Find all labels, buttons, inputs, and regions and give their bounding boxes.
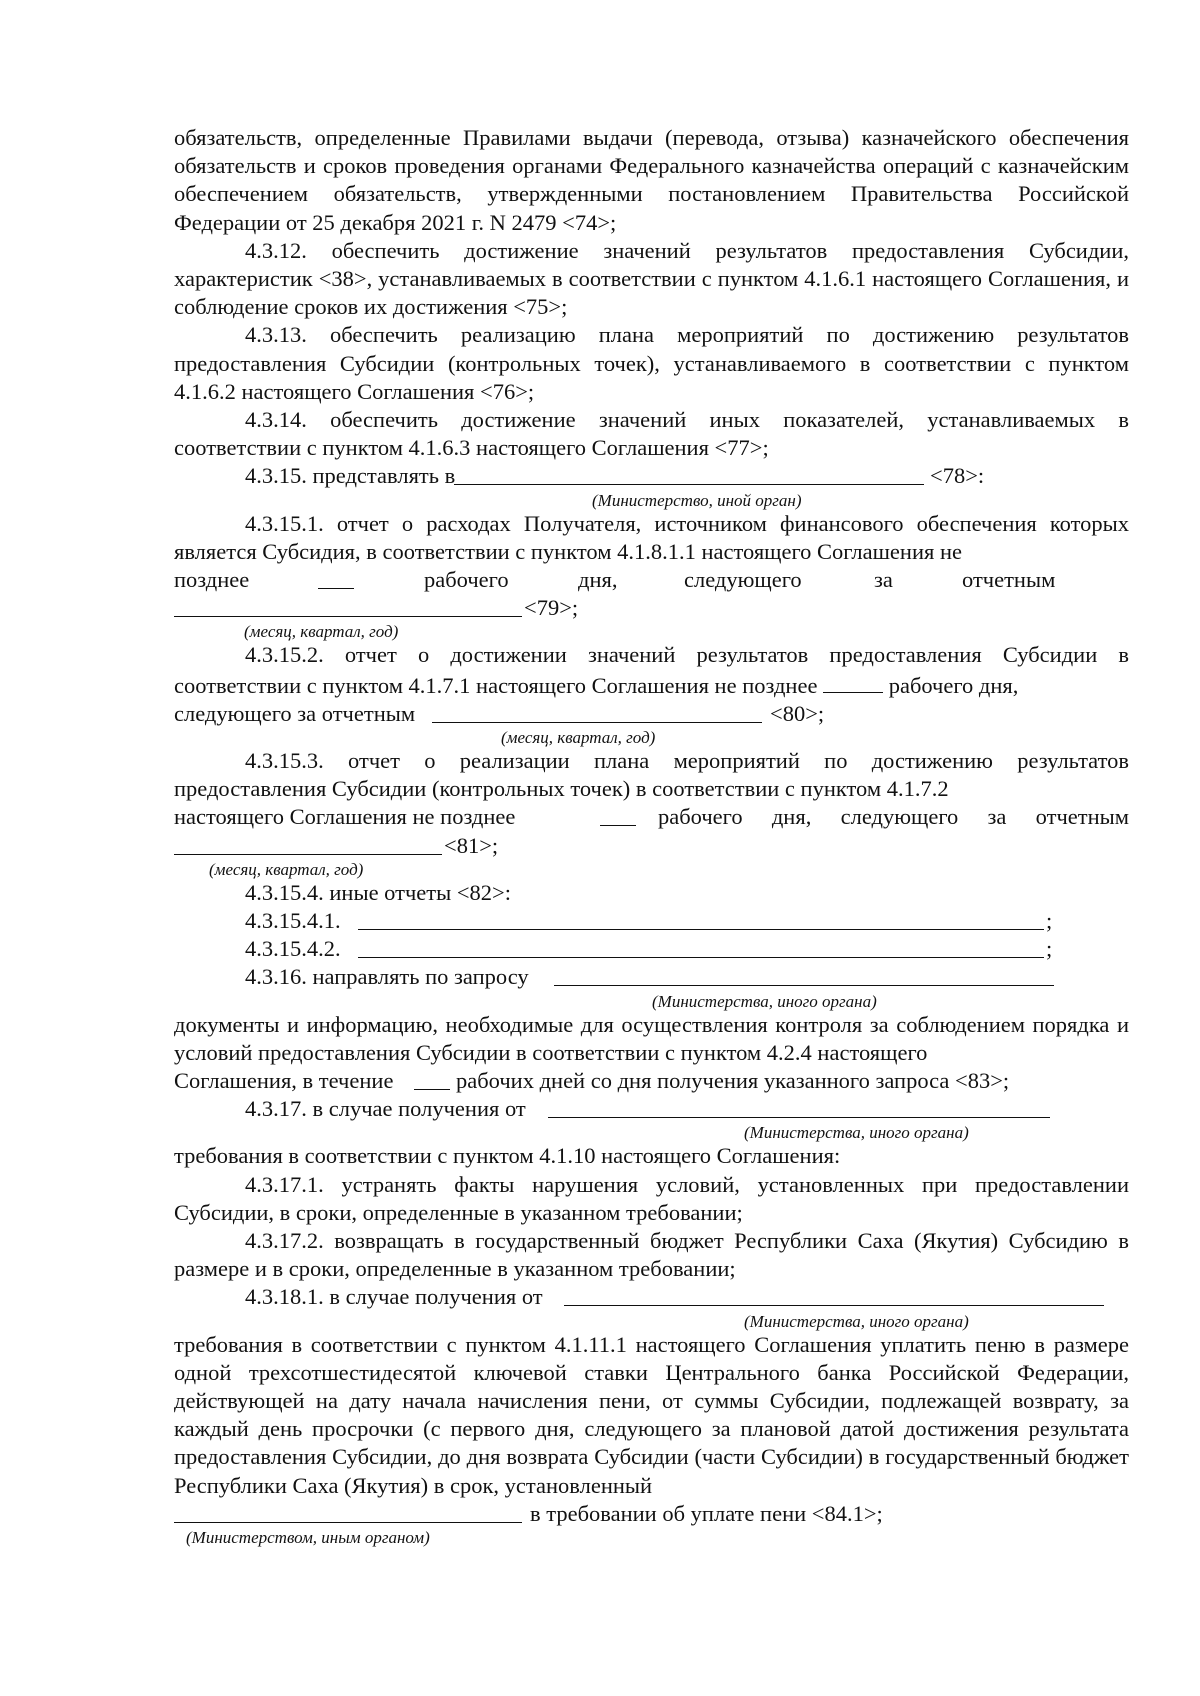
clause-4-3-13: 4.3.13. обеспечить реализацию плана мероприятий по достижению результатов предоставления Субсидии (контрольных точек), устанавливаемого в соответствии с пунктом 4.1.6.2 настоящего Соглашения <76>; bbox=[174, 322, 1129, 404]
caption-period bbox=[174, 860, 1129, 879]
document-page bbox=[174, 124, 1129, 1547]
caption-ministry bbox=[174, 992, 1129, 1011]
clause-4-3-15-4-2 bbox=[174, 935, 1129, 963]
clause-4-3-15 bbox=[174, 462, 1129, 490]
caption-text: (Министерства, иного органа) bbox=[744, 1311, 969, 1331]
clause-4-3-16 bbox=[174, 963, 1129, 991]
caption-ministry-instrumental bbox=[174, 1528, 1129, 1547]
clause-4-3-16-last bbox=[174, 1067, 1129, 1095]
clause-4-3-15-2 bbox=[174, 641, 1129, 699]
prefix: следующего за отчетным bbox=[174, 700, 416, 726]
clause-4-3-15-suffix: <78>: bbox=[930, 463, 985, 489]
word: позднее bbox=[174, 567, 250, 593]
caption-text: (месяц, квартал, год) bbox=[209, 859, 364, 879]
blank-field bbox=[454, 462, 924, 485]
caption-text: (Министерство, иной орган) bbox=[592, 490, 802, 510]
suffix: <81>; bbox=[444, 832, 499, 858]
blank-field bbox=[823, 670, 883, 693]
suffix: <79>; bbox=[524, 595, 579, 621]
clause-4-3-17-text: требования в соответствии с пунктом 4.1.10 настоящего Соглашения: bbox=[174, 1143, 841, 1169]
caption-period bbox=[174, 622, 1129, 641]
suffix: ; bbox=[1046, 936, 1053, 962]
word: отчетным bbox=[962, 567, 1056, 593]
caption-ministry bbox=[174, 1123, 1129, 1142]
suffix: в требовании об уплате пени <84.1>; bbox=[530, 1500, 883, 1526]
blank-field bbox=[174, 832, 442, 855]
clause-text: рабочего дня, следующего за отчетным bbox=[658, 804, 1129, 830]
clause-4-3-15-3-line4 bbox=[174, 832, 1129, 860]
blank-field bbox=[318, 566, 354, 589]
clause-4-3-18-1-text: требования в соответствии с пунктом 4.1.11.1 настоящего Соглашения уплатить пеню в размере одной трехсотшестидесятой ключевой ставки Центрального банка Российской Федерации, действующей на дату начала начисления пени, от суммы Субсидии, подлежащей возврату, за каждый день просрочки (с первого дня, следующего за плановой датой достижения результата предоставления Субсидии, до дня возврата Субсидии (части Субсидии) в государственный бюджет Республики Саха (Якутия) в срок, установленный bbox=[174, 1331, 1129, 1498]
prefix: 4.3.15.4.1. bbox=[245, 907, 341, 933]
caption-text: (Министерства, иного органа) bbox=[744, 1123, 969, 1143]
clause-4-3-12: 4.3.12. обеспечить достижение значений результатов предоставления Субсидии, характеристик <38>, устанавливаемых в соответствии с пунктом 4.1.6.1 настоящего Соглашения, и соблюдение сроков их достижения <75>; bbox=[174, 237, 1129, 320]
clause-4-3-18-1-last bbox=[174, 1500, 1129, 1528]
word: дня, bbox=[578, 567, 618, 593]
clause-4-3-17-1: 4.3.17.1. устранять факты нарушения условий, установленных при предоставлении Субсидии, в сроки, определенные в указанном требовании; bbox=[174, 1171, 1129, 1225]
clause-4-3-16-text: документы и информацию, необходимые для осуществления контроля за соблюдением порядка и условий предоставления Субсидии в соответствии с пунктом 4.2.4 настоящего bbox=[174, 1011, 1129, 1065]
clause-4-3-15-1: 4.3.15.1. отчет о расходах Получателя, источником финансового обеспечения которых является Субсидия, в соответствии с пунктом 4.1.8.1.1 настоящего Соглашения не bbox=[174, 510, 1129, 564]
clause-4-3-15-3-line3 bbox=[174, 803, 1129, 831]
word: следующего bbox=[684, 567, 802, 593]
clause-4-3-15-4 bbox=[174, 879, 1129, 907]
blank-field bbox=[358, 907, 1044, 930]
word: за bbox=[874, 567, 893, 593]
clause-4-3-15-prefix: 4.3.15. представлять в bbox=[245, 463, 456, 489]
suffix: ; bbox=[1046, 907, 1053, 933]
clause-text: рабочего дня, bbox=[888, 672, 1019, 698]
clause-4-3-18-1 bbox=[174, 1283, 1129, 1311]
caption-ministry bbox=[174, 491, 1129, 510]
caption-text: (Министерства, иного органа) bbox=[652, 991, 877, 1011]
clause-4-3-14: 4.3.14. обеспечить достижение значений иных показателей, устанавливаемых в соответствии с пунктом 4.1.6.3 настоящего Соглашения <77>; bbox=[174, 407, 1129, 461]
clause-4-3-15-2-line3 bbox=[174, 700, 1129, 728]
clause-text: рабочих дней со дня получения указанного запроса <83>; bbox=[456, 1067, 1010, 1093]
caption-ministry bbox=[174, 1312, 1129, 1331]
clause-4-3-17-2: 4.3.17.2. возвращать в государственный бюджет Республики Саха (Якутия) Субсидию в размере и в сроки, определенные в указанном требовании; bbox=[174, 1227, 1129, 1282]
blank-field bbox=[174, 1500, 522, 1523]
clause-text: Соглашения, в течение bbox=[174, 1067, 394, 1093]
suffix: <80>; bbox=[770, 700, 825, 726]
prefix: 4.3.16. направлять по запросу bbox=[245, 964, 529, 990]
blank-field bbox=[554, 963, 1054, 986]
blank-field bbox=[548, 1095, 1050, 1118]
clause-4-3-17 bbox=[174, 1095, 1129, 1123]
caption-period bbox=[174, 728, 1129, 747]
clause-text: 4.3.15.4. иные отчеты <82>: bbox=[245, 879, 511, 905]
clause-4-3-15-3: 4.3.15.3. отчет о реализации плана мероприятий по достижению результатов предоставления Субсидии (контрольных точек) в соответствии с пунктом 4.1.7.2 bbox=[174, 748, 1129, 802]
blank-field bbox=[358, 935, 1044, 958]
caption-text: (месяц, квартал, год) bbox=[244, 622, 399, 642]
blank-field bbox=[600, 803, 636, 826]
caption-text: (месяц, квартал, год) bbox=[501, 728, 656, 747]
clause-text: настоящего Соглашения не позднее bbox=[174, 804, 516, 830]
caption-text: (Министерством, иным органом) bbox=[186, 1527, 430, 1547]
clause-text: 4.3.15.2. отчет о достижении значений результатов предоставления Субсидии в соответствии с пунктом 4.1.7.1 настоящего Соглашения не позднее bbox=[174, 642, 1129, 698]
prefix: 4.3.17. в случае получения от bbox=[245, 1096, 526, 1122]
clause-4-3-15-4-1 bbox=[174, 907, 1129, 935]
clause-4-3-15-1-line4 bbox=[174, 594, 1129, 622]
blank-field bbox=[414, 1067, 450, 1090]
word: рабочего bbox=[424, 567, 509, 593]
blank-field bbox=[432, 700, 762, 723]
blank-field bbox=[564, 1283, 1104, 1306]
clause-4-3-15-1-line3 bbox=[174, 566, 1129, 594]
prefix: 4.3.18.1. в случае получения от bbox=[245, 1284, 543, 1310]
intro-paragraph: обязательств, определенные Правилами выдачи (перевода, отзыва) казначейского обеспечения обязательств и сроков проведения органами Федерального казначейства операций с казначейским обеспечением обязательств, утвержденными постановлением Правительства Российской Федерации от 25 декабря 2021 г. N 2479 <74>; bbox=[174, 125, 1129, 235]
blank-field bbox=[174, 594, 522, 617]
prefix: 4.3.15.4.2. bbox=[245, 936, 341, 962]
